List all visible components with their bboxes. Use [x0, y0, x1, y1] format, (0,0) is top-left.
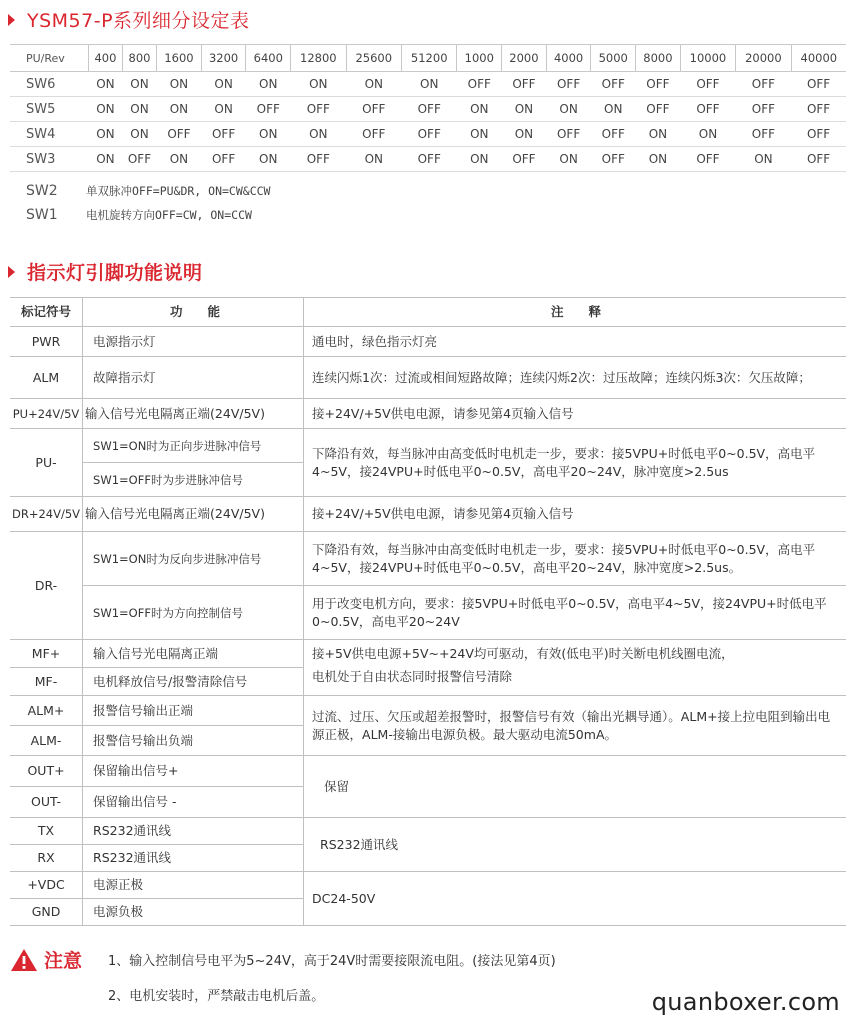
pin-function: SW1=OFF时为步进脉冲信号 — [83, 463, 304, 497]
pin-function: 电机释放信号/报警清除信号 — [83, 668, 304, 696]
pin-symbol: RX — [10, 845, 83, 872]
pu-rev-column-header: 40000 — [791, 45, 846, 72]
pin-function: 电源负极 — [83, 899, 304, 926]
subdivision-row-sw6 — [10, 72, 846, 97]
switch-state-cell: ON — [157, 97, 202, 122]
pin-row-pu-minus-a — [10, 429, 846, 463]
switch-state-cell: ON — [122, 72, 156, 97]
sw1-text: 电机旋转方向OFF=CW, ON=CCW — [86, 208, 252, 222]
note-line-1: 1、输入控制信号电平为5~24V，高于24V时需要接限流电阻。(接法见第4页) — [108, 954, 556, 969]
switch-state-cell: OFF — [502, 147, 547, 172]
switch-state-cell: ON — [89, 147, 123, 172]
pin-function: 报警信号输出正端 — [83, 696, 304, 726]
switch-state-cell: OFF — [736, 72, 791, 97]
pin-note: 用于改变电机方向，要求：接5VPU+时低电平0~0.5V，高电平4~5V，接24VPU+时低电平0~0.5V，高电平20~24V — [304, 586, 846, 640]
switch-label: SW6 — [10, 72, 89, 97]
switch-state-cell: ON — [89, 122, 123, 147]
notes-title: 注意 — [44, 950, 83, 972]
pu-rev-column-header: 6400 — [246, 45, 291, 72]
pin-note: 保留 — [304, 756, 846, 818]
switch-state-cell: ON — [157, 72, 202, 97]
switch-state-cell: OFF — [201, 147, 246, 172]
pin-function: RS232通讯线 — [83, 818, 304, 845]
switch-state-cell: OFF — [502, 72, 547, 97]
switch-state-cell: OFF — [346, 122, 401, 147]
switch-state-cell: ON — [636, 122, 681, 147]
pin-note: 下降沿有效，每当脉冲由高变低时电机走一步，要求：接5VPU+时低电平0~0.5V，高电平4~5V，接24VPU+时低电平0~0.5V，高电平20~24V，脉冲宽度>2.5us。 — [304, 532, 846, 586]
header-note: 注 释 — [304, 298, 846, 327]
subdivision-row-sw3 — [10, 147, 846, 172]
pin-symbol: DR- — [10, 532, 83, 640]
pu-rev-column-header: 800 — [122, 45, 156, 72]
sw2-label: SW2 — [26, 183, 58, 199]
switch-state-cell: OFF — [157, 122, 202, 147]
pin-function: 报警信号输出负端 — [83, 726, 304, 756]
pin-note: 接+5V供电电源+5V~+24V均可驱动，有效(低电平)时关断电机线圈电流， — [304, 640, 846, 668]
pin-function: 保留输出信号+ — [83, 756, 304, 787]
caret-right-icon — [8, 266, 15, 278]
sw1-label: SW1 — [26, 207, 58, 223]
pin-note: 接+24V/+5V供电电源，请参见第4页输入信号 — [304, 399, 846, 429]
switch-state-cell: OFF — [246, 97, 291, 122]
pin-note: RS232通讯线 — [304, 818, 846, 872]
caret-right-icon — [8, 14, 15, 26]
switch-state-cell: ON — [591, 97, 636, 122]
pin-function: 电源指示灯 — [83, 327, 304, 357]
subdivision-row-sw4 — [10, 122, 846, 147]
pin-function: RS232通讯线 — [83, 845, 304, 872]
switch-state-cell: OFF — [680, 72, 735, 97]
warning-icon — [10, 948, 38, 972]
switch-state-cell: ON — [346, 72, 401, 97]
pin-symbol: PU+24V/5V — [10, 399, 83, 429]
switch-label: SW4 — [10, 122, 89, 147]
switch-state-cell: OFF — [402, 97, 457, 122]
pin-symbol: OUT+ — [10, 756, 83, 787]
switch-state-cell: OFF — [680, 97, 735, 122]
switch-label: SW5 — [10, 97, 89, 122]
pu-rev-column-header: 1000 — [457, 45, 502, 72]
subdivision-row-sw5 — [10, 97, 846, 122]
pin-note: 连续闪烁1次：过流或相间短路故障；连续闪烁2次：过压故障；连续闪烁3次：欠压故障； — [304, 357, 846, 399]
pu-rev-column-header: 51200 — [402, 45, 457, 72]
switch-state-cell: ON — [201, 72, 246, 97]
pin-note: 下降沿有效，每当脉冲由高变低时电机走一步，要求：接5VPU+时低电平0~0.5V，高电平4~5V，接24VPU+时低电平0~0.5V，高电平20~24V，脉冲宽度>2.5us — [304, 429, 846, 497]
pu-rev-column-header: 25600 — [346, 45, 401, 72]
pin-symbol: OUT- — [10, 787, 83, 818]
switch-state-cell: ON — [291, 72, 346, 97]
switch-state-cell: OFF — [402, 147, 457, 172]
switch-state-cell: OFF — [291, 147, 346, 172]
pin-symbol: ALM+ — [10, 696, 83, 726]
switch-state-cell: OFF — [791, 147, 846, 172]
switch-state-cell: ON — [502, 122, 547, 147]
pin-symbol: PU- — [10, 429, 83, 497]
pin-note: 接+24V/+5V供电电源，请参见第4页输入信号 — [304, 497, 846, 532]
pin-symbol: DR+24V/5V — [10, 497, 83, 532]
switch-state-cell: OFF — [636, 97, 681, 122]
pin-row-alm-plus — [10, 696, 846, 726]
pin-function: 电源正极 — [83, 872, 304, 899]
pu-rev-column-header: 12800 — [291, 45, 346, 72]
switch-state-cell: ON — [246, 147, 291, 172]
subdivision-section-title — [8, 6, 250, 33]
switch-state-cell: OFF — [291, 97, 346, 122]
pin-symbol: ALM — [10, 357, 83, 399]
pin-note: 电机处于自由状态同时报警信号清除 — [304, 668, 846, 696]
switch-state-cell: OFF — [791, 72, 846, 97]
pin-title-text: 指示灯引脚功能说明 — [27, 262, 203, 284]
switch-state-cell: OFF — [591, 72, 636, 97]
pin-note: 过流、过压、欠压或超差报警时，报警信号有效（输出光耦导通）。ALM+接上拉电阻到输出电源正极，ALM-接输出电源负极。最大驱动电流50mA。 — [304, 696, 846, 756]
pu-rev-header: PU/Rev — [10, 45, 89, 72]
switch-state-cell: OFF — [791, 122, 846, 147]
switch-state-cell: OFF — [591, 122, 636, 147]
pin-symbol: ALM- — [10, 726, 83, 756]
sw2-note — [26, 183, 270, 199]
switch-state-cell: ON — [736, 147, 791, 172]
pin-row-mf-minus — [10, 668, 846, 696]
watermark: quanboxer.com — [651, 988, 840, 1016]
switch-state-cell: ON — [402, 72, 457, 97]
switch-state-cell: ON — [291, 122, 346, 147]
pin-symbol: TX — [10, 818, 83, 845]
switch-state-cell: ON — [502, 97, 547, 122]
pin-row-mf-plus — [10, 640, 846, 668]
switch-state-cell: ON — [122, 97, 156, 122]
switch-state-cell: ON — [346, 147, 401, 172]
switch-state-cell: ON — [201, 97, 246, 122]
pin-row-alm — [10, 357, 846, 399]
switch-state-cell: ON — [546, 147, 591, 172]
switch-state-cell: OFF — [546, 122, 591, 147]
pin-row-pu24 — [10, 399, 846, 429]
switch-state-cell: ON — [457, 147, 502, 172]
switch-state-cell: OFF — [591, 147, 636, 172]
subdivision-header-row — [10, 45, 846, 72]
pin-row-dr-minus-b — [10, 586, 846, 640]
switch-state-cell: ON — [680, 122, 735, 147]
subdivision-title-text: YSM57-P系列细分设定表 — [27, 10, 250, 32]
pin-row-vdc — [10, 872, 846, 899]
switch-state-cell: OFF — [402, 122, 457, 147]
sw1-note — [26, 207, 252, 223]
pin-function-table — [10, 297, 846, 926]
pu-rev-column-header: 2000 — [502, 45, 547, 72]
pu-rev-column-header: 1600 — [157, 45, 202, 72]
switch-state-cell: OFF — [457, 72, 502, 97]
switch-state-cell: ON — [546, 97, 591, 122]
switch-state-cell: OFF — [636, 72, 681, 97]
pu-rev-column-header: 3200 — [201, 45, 246, 72]
switch-state-cell: ON — [89, 72, 123, 97]
header-symbol: 标记符号 — [10, 298, 83, 327]
pin-function: SW1=OFF时为方向控制信号 — [83, 586, 304, 640]
pin-note: 通电时，绿色指示灯亮 — [304, 327, 846, 357]
sw2-text: 单双脉冲OFF=PU&DR, ON=CW&CCW — [86, 184, 271, 198]
pin-row-pwr — [10, 327, 846, 357]
pin-function: 输入信号光电隔离正端(24V/5V) — [83, 399, 304, 429]
pin-function: 故障指示灯 — [83, 357, 304, 399]
switch-state-cell: OFF — [736, 97, 791, 122]
pin-symbol: GND — [10, 899, 83, 926]
pin-note: DC24-50V — [304, 872, 846, 926]
pin-function: 输入信号光电隔离正端(24V/5V) — [83, 497, 304, 532]
pin-symbol: MF- — [10, 668, 83, 696]
switch-state-cell: ON — [246, 122, 291, 147]
switch-state-cell: ON — [636, 147, 681, 172]
pin-function: 输入信号光电隔离正端 — [83, 640, 304, 668]
pin-row-dr24 — [10, 497, 846, 532]
pin-function: SW1=ON时为正向步进脉冲信号 — [83, 429, 304, 463]
header-function: 功 能 — [83, 298, 304, 327]
switch-state-cell: ON — [246, 72, 291, 97]
switch-state-cell: OFF — [736, 122, 791, 147]
switch-state-cell: ON — [89, 97, 123, 122]
pin-row-out-plus — [10, 756, 846, 787]
switch-label: SW3 — [10, 147, 89, 172]
pin-row-dr-minus-a — [10, 532, 846, 586]
pu-rev-column-header: 400 — [89, 45, 123, 72]
pu-rev-column-header: 10000 — [680, 45, 735, 72]
pu-rev-column-header: 20000 — [736, 45, 791, 72]
pin-row-tx — [10, 818, 846, 845]
switch-state-cell: OFF — [201, 122, 246, 147]
pin-symbol: +VDC — [10, 872, 83, 899]
switch-state-cell: ON — [122, 122, 156, 147]
pin-symbol: MF+ — [10, 640, 83, 668]
switch-state-cell: ON — [457, 122, 502, 147]
pin-header-row — [10, 298, 846, 327]
pin-function: 保留输出信号 - — [83, 787, 304, 818]
pin-function: SW1=ON时为反向步进脉冲信号 — [83, 532, 304, 586]
pin-symbol: PWR — [10, 327, 83, 357]
switch-state-cell: OFF — [546, 72, 591, 97]
switch-state-cell: OFF — [346, 97, 401, 122]
note-line-2: 2、电机安装时，严禁敲击电机后盖。 — [108, 989, 325, 1004]
switch-state-cell: ON — [157, 147, 202, 172]
pu-rev-column-header: 8000 — [636, 45, 681, 72]
switch-state-cell: OFF — [791, 97, 846, 122]
pu-rev-column-header: 5000 — [591, 45, 636, 72]
switch-state-cell: ON — [457, 97, 502, 122]
subdivision-table — [10, 44, 846, 172]
pu-rev-column-header: 4000 — [546, 45, 591, 72]
pin-section-title — [8, 258, 203, 285]
switch-state-cell: OFF — [122, 147, 156, 172]
switch-state-cell: OFF — [680, 147, 735, 172]
